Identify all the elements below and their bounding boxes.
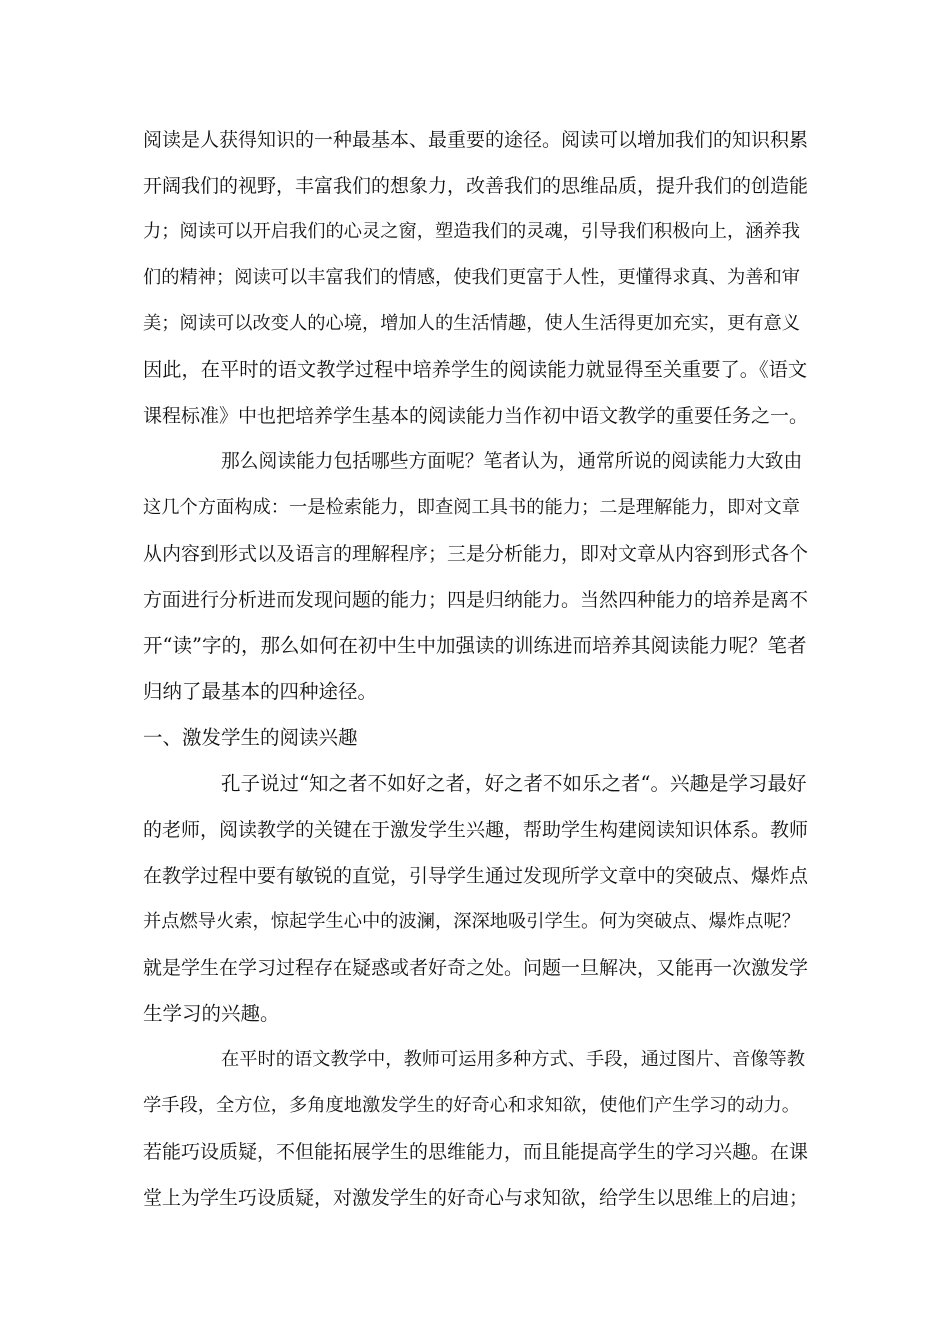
paragraph-first-line: 在平时的语文教学中，教师可运用多种方式、手段，通过图片、音像等教 [221,1049,805,1070]
body-text-line: 生学习的兴趣。 [143,1002,280,1025]
body-text-line: 这几个方面构成：一是检索能力，即查阅工具书的能力；二是理解能力，即对文章 [143,497,800,518]
body-text-line: 阅读是人获得知识的一种最基本、最重要的途径。阅读可以增加我们的知识积累 [143,129,809,151]
body-text-line: 学手段，全方位，多角度地激发学生的好奇心和求知欲，使他们产生学习的动力。 [143,1095,800,1116]
body-text-line: 开阔我们的视野，丰富我们的想象力，改善我们的思维品质，提升我们的创造能 [143,175,809,197]
body-text-line: 力；阅读可以开启我们的心灵之窗，塑造我们的灵魂，引导我们积极向上，涵养我 [143,221,800,242]
body-text-line: 课程标准》中也把培养学生基本的阅读能力当作初中语文教学的重要任务之一。 [143,405,809,427]
paragraph-first-line: 孔子说过“知之者不如好之者，好之者不如乐之者“。兴趣是学习最好 [221,772,807,795]
body-text-line: 开“读”字的，那么如何在初中生中加强读的训练进而培养其阅读能力呢？笔者 [143,634,807,657]
body-text-line: 因此，在平时的语文教学过程中培养学生的阅读能力就显得至关重要了。《语文 [143,358,808,381]
body-text-line: 若能巧设质疑，不但能拓展学生的思维能力，而且能提高学生的学习兴趣。在课 [143,1141,809,1163]
body-text-line: 堂上为学生巧设质疑，对激发学生的好奇心与求知欲，给学生以思维上的启迪； [143,1187,809,1209]
body-text-line: 就是学生在学习过程存在疑惑或者好奇之处。问题一旦解决，又能再一次激发学 [143,957,809,979]
body-text-line: 美；阅读可以改变人的心境，增加人的生活情趣，使人生活得更加充实，更有意义 [143,313,800,334]
body-text-line: 并点燃导火索，惊起学生心中的波澜，深深地吸引学生。何为突破点、爆炸点呢？ [143,911,800,932]
body-text-line: 在教学过程中要有敏锐的直觉，引导学生通过发现所学文章中的突破点、爆炸点 [143,865,809,887]
body-text-line: 们的精神；阅读可以丰富我们的情感，使我们更富于人性，更懂得求真、为善和审 [143,267,800,288]
body-text-line: 归纳了最基本的四种途径。 [143,680,378,703]
body-text-line: 的老师，阅读教学的关键在于激发学生兴趣，帮助学生构建阅读知识体系。教师 [143,819,809,841]
body-text-line: 方面进行分析进而发现问题的能力；四是归纳能力。当然四种能力的培养是离不 [143,589,809,611]
body-text-line: 从内容到形式以及语言的理解程序；三是分析能力，即对文章从内容到形式各个 [143,543,809,565]
paragraph-first-line: 那么阅读能力包括哪些方面呢？笔者认为，通常所说的阅读能力大致由 [221,451,803,472]
section-heading: 一、激发学生的阅读兴趣 [143,726,358,749]
